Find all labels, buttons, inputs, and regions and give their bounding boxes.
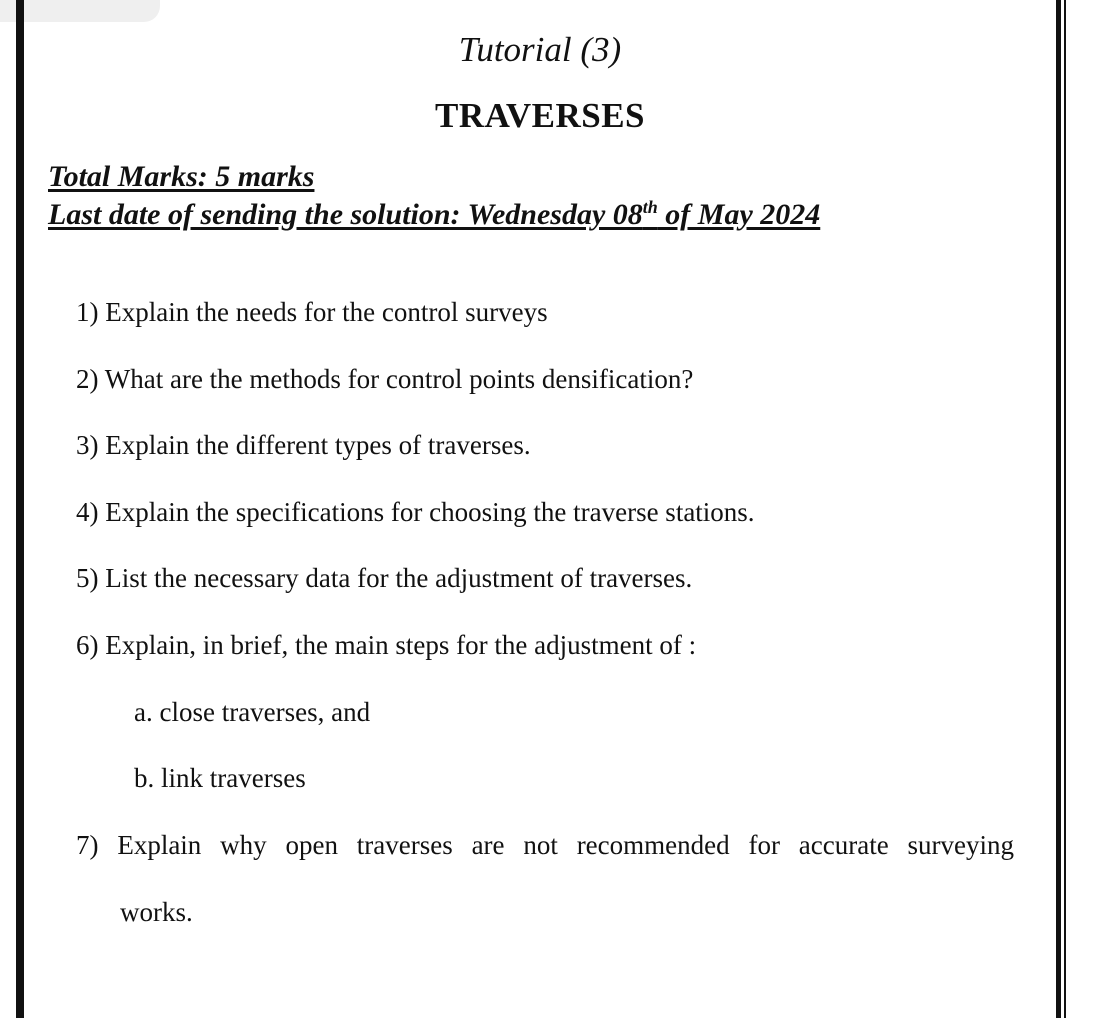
question-4: 4) Explain the specifications for choosing the traverse stations. (76, 497, 755, 527)
question-6b: b. link traverses (134, 763, 306, 793)
question-6: 6) Explain, in brief, the main steps for the adjustment of : (76, 630, 697, 660)
deadline (48, 197, 820, 232)
deadline-prefix: Last date of sending the solution: Wednesday 08 (48, 198, 643, 231)
question-7: 7) Explain why open traverses are not recommended for accurate surveying (76, 830, 1014, 860)
total-marks: Total Marks: 5 marks (48, 160, 315, 193)
deadline-superscript: th (642, 197, 658, 217)
topic-title: TRAVERSES (434, 96, 646, 135)
corner-tab (0, 0, 160, 22)
tutorial-title: Tutorial (3) (458, 30, 622, 69)
question-5: 5) List the necessary data for the adjustment of traverses. (76, 563, 693, 593)
question-2: 2) What are the methods for control points densification? (76, 364, 694, 394)
question-6a: a. close traverses, and (134, 697, 371, 727)
page-border-right (1056, 0, 1061, 1018)
question-7-continued: works. (120, 897, 193, 927)
question-1: 1) Explain the needs for the control surveys (76, 297, 548, 327)
page-border-left (16, 0, 24, 1018)
deadline-suffix: of May 2024 (657, 198, 821, 231)
question-3: 3) Explain the different types of traverses. (76, 430, 531, 460)
page-border-right-inner (1064, 0, 1066, 1018)
